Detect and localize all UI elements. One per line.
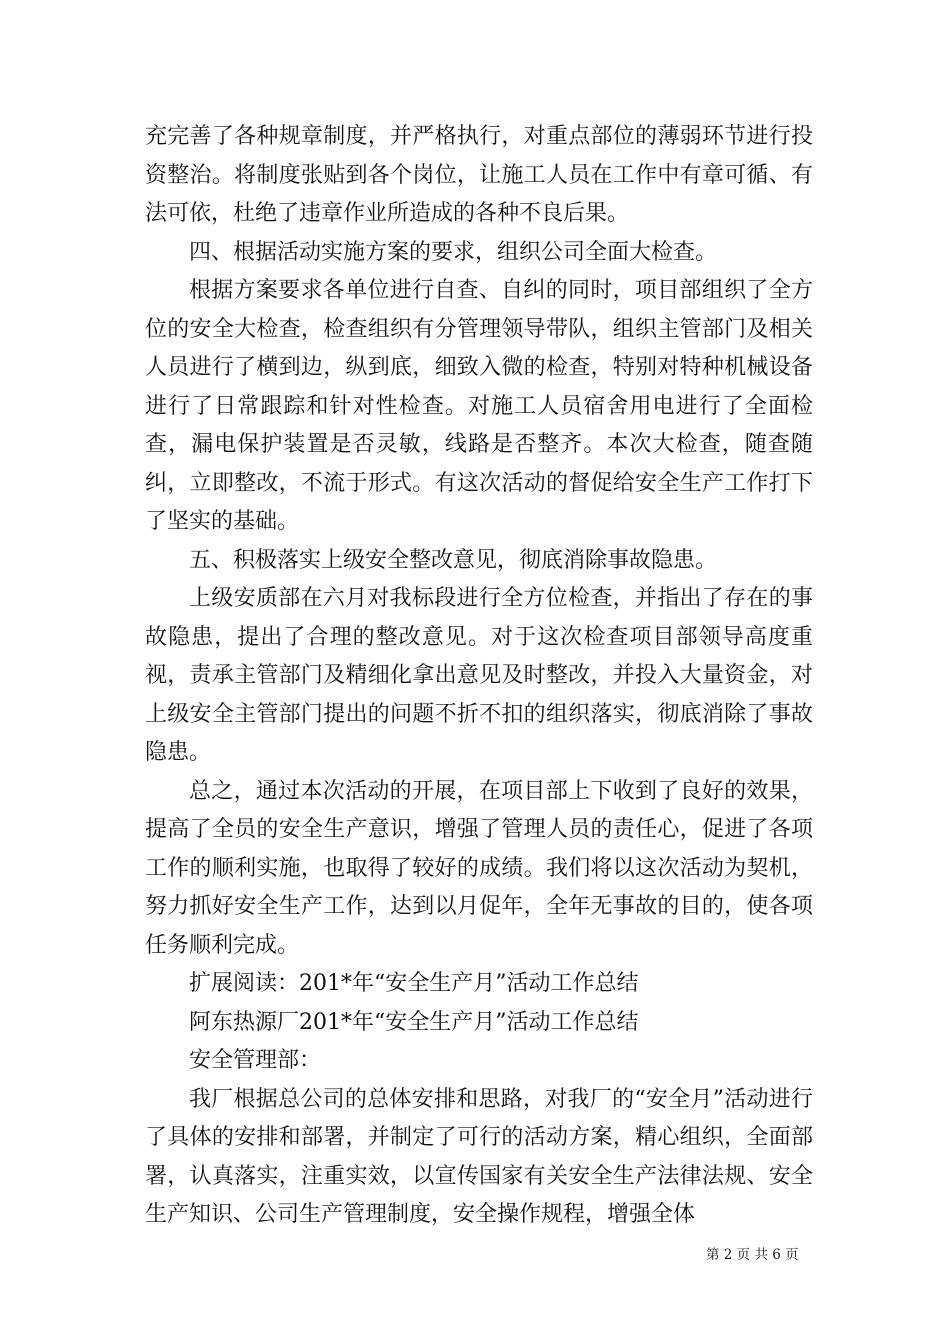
- document-body: [145, 118, 813, 1235]
- page-number: 第 2 页 共 6 页: [706, 1247, 799, 1263]
- summary-paragraph: 总之，通过本次活动的开展，在项目部上下收到了良好的效果，提高了全员的安全生产意识，增强了管理人员的责任心，促进了各项工作的顺利实施，也取得了较好的成绩。我们将以这次活动为契机，努力抓好安全生产工作，达到以月促年，全年无事故的目的，使各项任务顺利完成。: [145, 778, 813, 958]
- paragraph-3: 根据方案要求各单位进行自查、自纠的同时，项目部组织了全方位的安全大检查，检查组织有分管理领导带队，组织主管部门及相关人员进行了横到边，纵到底，细致入微的检查，特别对特种机械设备进行了日常跟踪和针对性检查。对施工人员宿舍用电进行了全面检查，漏电保护装置是否灵敏，线路是否整齐。本次大检查，随查随纠，立即整改，不流于形式。有这次活动的督促给安全生产工作打下了坚实的基础。: [145, 278, 813, 534]
- report-title-line: 阿东热源厂201*年“安全生产月”活动工作总结: [189, 1009, 639, 1035]
- paragraph-1: 充完善了各种规章制度，并严格执行，对重点部位的薄弱环节进行投资整治。将制度张贴到各个岗位，让施工人员在工作中有章可循、有法可依，杜绝了违章作业所造成的各种不良后果。: [145, 124, 813, 226]
- section-heading-5: 五、积极落实上级安全整改意见，彻底消除事故隐患。: [189, 547, 718, 573]
- section-heading-4: 四、根据活动实施方案的要求，组织公司全面大检查。: [189, 239, 718, 265]
- paragraph-10: 我厂根据总公司的总体安排和思路，对我厂的“安全月”活动进行了具体的安排和部署，并制定了可行的活动方案，精心组织，全面部署，认真落实，注重实效，以宣传国家有关安全生产法律法规、安全生产知识、公司生产管理制度，安全操作规程，增强全体: [145, 1086, 813, 1227]
- extended-reading-line: 扩展阅读：201*年“安全生产月”活动工作总结: [189, 971, 639, 996]
- addressee-line: 安全管理部：: [189, 1048, 322, 1073]
- paragraph-5: 上级安质部在六月对我标段进行全方位检查，并指出了存在的事故隐患，提出了合理的整改意见。对于这次检查项目部领导高度重视，责承主管部门及精细化拿出意见及时整改，并投入大量资金，对上级安全主管部门提出的问题不折不扣的组织落实，彻底消除了事故隐患。: [145, 586, 813, 765]
